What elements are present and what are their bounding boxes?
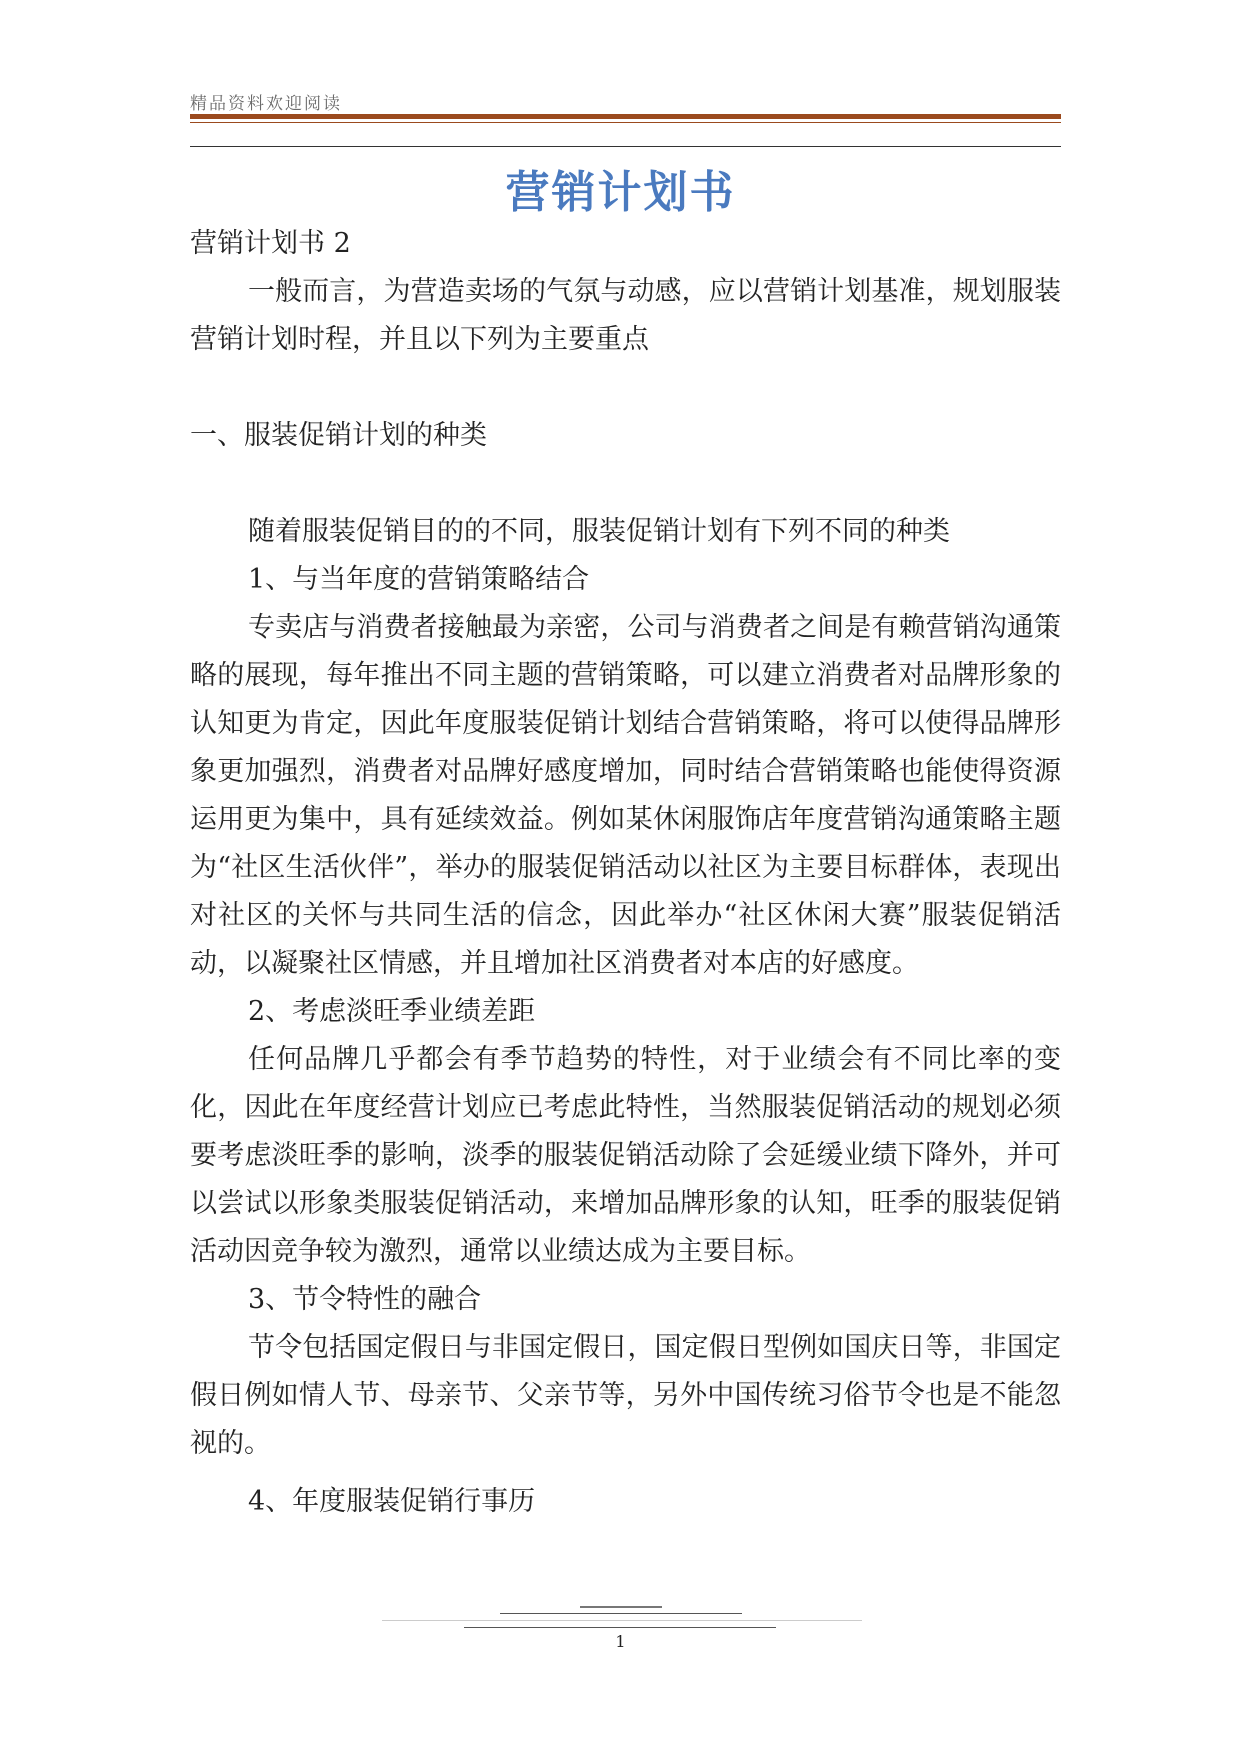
footer-line-bottom [464, 1627, 776, 1628]
item-body-1: 专卖店与消费者接触最为亲密，公司与消费者之间是有赖营销沟通策略的展现，每年推出不同主题的营销策略，可以建立消费者对品牌形象的认知更为肯定，因此年度服装促销计划结合营销策略，将可以使得品牌形象更加强烈，消费者对品牌好感度增加，同时结合营销策略也能使得资源运用更为集中，具有延续效益。例如某休闲服饰店年度营销沟通策略主题为“社区生活伙伴”，举办的服装促销活动以社区为主要目标群体，表现出对社区的关怀与共同生活的信念，因此举办“社区休闲大赛”服装促销活动，以凝聚社区情感，并且增加社区消费者对本店的好感度。 [190, 612, 1061, 979]
item-heading-3: 3、节令特性的融合 [248, 1284, 482, 1315]
section-heading: 一、服装促销计划的种类 [190, 420, 487, 451]
item-heading-2: 2、考虑淡旺季业绩差距 [248, 996, 536, 1027]
item-body-2: 任何品牌几乎都会有季节趋势的特性，对于业绩会有不同比率的变化，因此在年度经营计划应已考虑此特性，当然服装促销活动的规划必须要考虑淡旺季的影响，淡季的服装促销活动除了会延缓业绩下降外，并可以尝试以形象类服装促销活动，来增加品牌形象的认知，旺季的服装促销活动因竞争较为激烈，通常以业绩达成为主要目标。 [190, 1044, 1061, 1267]
document-subtitle: 营销计划书 2 [190, 228, 351, 259]
spacer [190, 364, 1061, 412]
section-lead-paragraph: 随着服装促销目的的不同，服装促销计划有下列不同的种类 [248, 516, 950, 547]
footer-line-top [500, 1613, 742, 1614]
footer-line-middle [382, 1620, 862, 1621]
document-body [190, 220, 1061, 1526]
header-rule-thick [190, 114, 1061, 119]
header-separator [190, 146, 1061, 147]
header-text: 精品资料欢迎阅读 [190, 94, 342, 114]
item-body-3: 节令包括国定假日与非国定假日，国定假日型例如国庆日等，非国定假日例如情人节、母亲节、父亲节等，另外中国传统习俗节令也是不能忽视的。 [190, 1332, 1061, 1459]
item-heading-1: 1、与当年度的营销策略结合 [248, 564, 590, 595]
document-title: 营销计划书 [505, 167, 736, 218]
intro-paragraph: 一般而言，为营造卖场的气氛与动感，应以营销计划基准，规划服装营销计划时程，并且以下列为主要重点 [190, 276, 1061, 355]
header-rule-thin [190, 122, 1061, 123]
page-number: 1 [615, 1632, 626, 1651]
item-heading-4: 4、年度服装促销行事历 [248, 1486, 536, 1517]
footer-mark [580, 1606, 662, 1608]
spacer [190, 460, 1061, 508]
